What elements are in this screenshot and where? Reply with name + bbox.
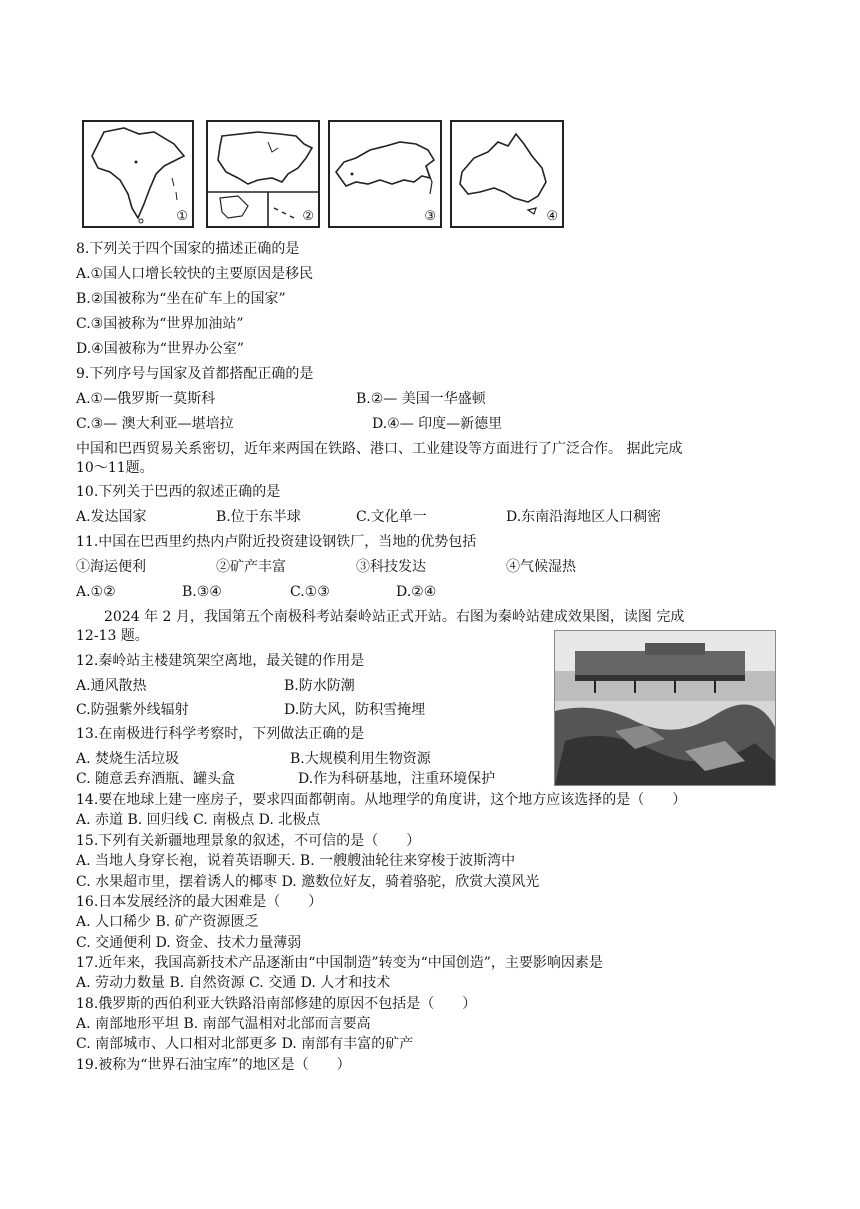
option-11c: C.①③ — [290, 584, 330, 600]
question-8: 8.下列关于四个国家的描述正确的是 — [76, 241, 300, 257]
option-9b: B.②— 美国一华盛顿 — [356, 391, 486, 407]
option-13c: C. 随意丢弃酒瓶、罐头盒 — [76, 771, 236, 787]
question-16: 16.日本发展经济的最大困难是（ ） — [76, 894, 323, 910]
option-9c: C.③— 澳大利亚—堪培拉 — [76, 416, 234, 432]
statement-11-2: ②矿产丰富 — [216, 559, 286, 575]
question-9: 9.下列序号与国家及首都搭配正确的是 — [76, 366, 314, 382]
question-10: 10.下列关于巴西的叙述正确的是 — [76, 484, 281, 500]
option-10a: A.发达国家 — [76, 509, 147, 525]
options-18-line1: A. 南部地形平坦 B. 南部气温相对北部而言要高 — [76, 1016, 371, 1032]
intro-10-11-line1: 中国和巴西贸易关系密切，近年来两国在铁路、港口、工业建设等方面进行了广泛合作。 据此完成 — [76, 441, 683, 457]
options-14: A. 赤道 B. 回归线 C. 南极点 D. 北极点 — [76, 812, 321, 828]
option-10b: B.位于东半球 — [216, 509, 301, 525]
question-14: 14.要在地球上建一座房子，要求四面都朝南。从地理学的角度讲，这个地方应该选择的是（ ） — [76, 792, 687, 808]
options-15-line2: C. 水果超市里，摆着诱人的椰枣 D. 邀数位好友，骑着骆驼，欣赏大漠风光 — [76, 874, 540, 890]
options-16-line1: A. 人口稀少 B. 矿产资源匮乏 — [76, 914, 259, 930]
question-17: 17.近年来，我国高新技术产品逐渐由“中国制造”转变为“中国创造”，主要影响因素是 — [76, 955, 603, 971]
option-9d: D.④— 印度—新德里 — [372, 416, 503, 432]
option-13a: A. 焚烧生活垃圾 — [76, 751, 180, 767]
option-8d: D.④国被称为“世界办公室” — [76, 341, 245, 357]
option-8b: B.②国被称为“坐在矿车上的国家” — [76, 291, 286, 307]
option-13b: B.大规模利用生物资源 — [290, 751, 431, 767]
option-10d: D.东南沿海地区人口稠密 — [506, 509, 662, 525]
option-13d: D.作为科研基地，注重环境保护 — [298, 771, 496, 787]
options-15-line1: A. 当地人身穿长袍，说着英语聊天. B. 一艘艘油轮往来穿梭于波斯湾中 — [76, 853, 516, 869]
question-13: 13.在南极进行科学考察时，下列做法正确的是 — [76, 726, 365, 742]
option-12d: D.防大风，防积雪掩埋 — [284, 702, 426, 718]
question-18: 18.俄罗斯的西伯利亚大铁路沿南部修建的原因不包括是（ ） — [76, 996, 477, 1012]
map-australia — [450, 120, 564, 228]
option-11d: D.②④ — [396, 584, 437, 600]
question-11: 11.中国在巴西里约热内卢附近投资建设钢铁厂，当地的优势包括 — [76, 534, 477, 550]
option-12c: C.防强紫外线辐射 — [76, 702, 189, 718]
question-19: 19.被称为“世界石油宝库”的地区是（ ） — [76, 1057, 351, 1073]
option-11b: B.③④ — [182, 584, 222, 600]
option-10c: C.文化单一 — [356, 509, 427, 525]
map-label: ① — [176, 209, 188, 224]
question-15: 15.下列有关新疆地理景象的叙述，不可信的是（ ） — [76, 833, 421, 849]
map-label: ③ — [424, 209, 436, 224]
option-11a: A.①② — [76, 584, 116, 600]
qinling-station-photo — [554, 630, 776, 786]
intro-12-13-line2: 12-13 题。 — [76, 628, 149, 644]
intro-12-13-line1: 2024 年 2 月，我国第五个南极科考站秦岭站正式开站。右图为秦岭站建成效果图，读图 完成 — [104, 609, 685, 625]
statement-11-1: ①海运便利 — [76, 559, 146, 575]
options-16-line2: C. 交通便利 D. 资金、技术力量薄弱 — [76, 935, 302, 951]
question-12: 12.秦岭站主楼建筑架空离地，最关键的作用是 — [76, 653, 365, 669]
statement-11-3: ③科技发达 — [356, 559, 426, 575]
options-18-line2: C. 南部城市、人口相对北部更多 D. 南部有丰富的矿产 — [76, 1036, 414, 1052]
statement-11-4: ④气候湿热 — [506, 559, 576, 575]
option-12b: B.防水防潮 — [284, 678, 355, 694]
option-8c: C.③国被称为“世界加油站” — [76, 316, 244, 332]
map-india — [82, 120, 194, 228]
map-label: ② — [302, 209, 314, 224]
intro-10-11-line2: 10～11题。 — [76, 460, 154, 476]
map-usa — [206, 120, 320, 228]
options-17: A. 劳动力数量 B. 自然资源 C. 交通 D. 人才和技术 — [76, 975, 391, 991]
option-9a: A.①—俄罗斯一莫斯科 — [76, 391, 216, 407]
option-12a: A.通风散热 — [76, 678, 147, 694]
map-russia — [328, 120, 442, 228]
option-8a: A.①国人口增长较快的主要原因是移民 — [76, 266, 314, 282]
map-label: ④ — [546, 209, 558, 224]
